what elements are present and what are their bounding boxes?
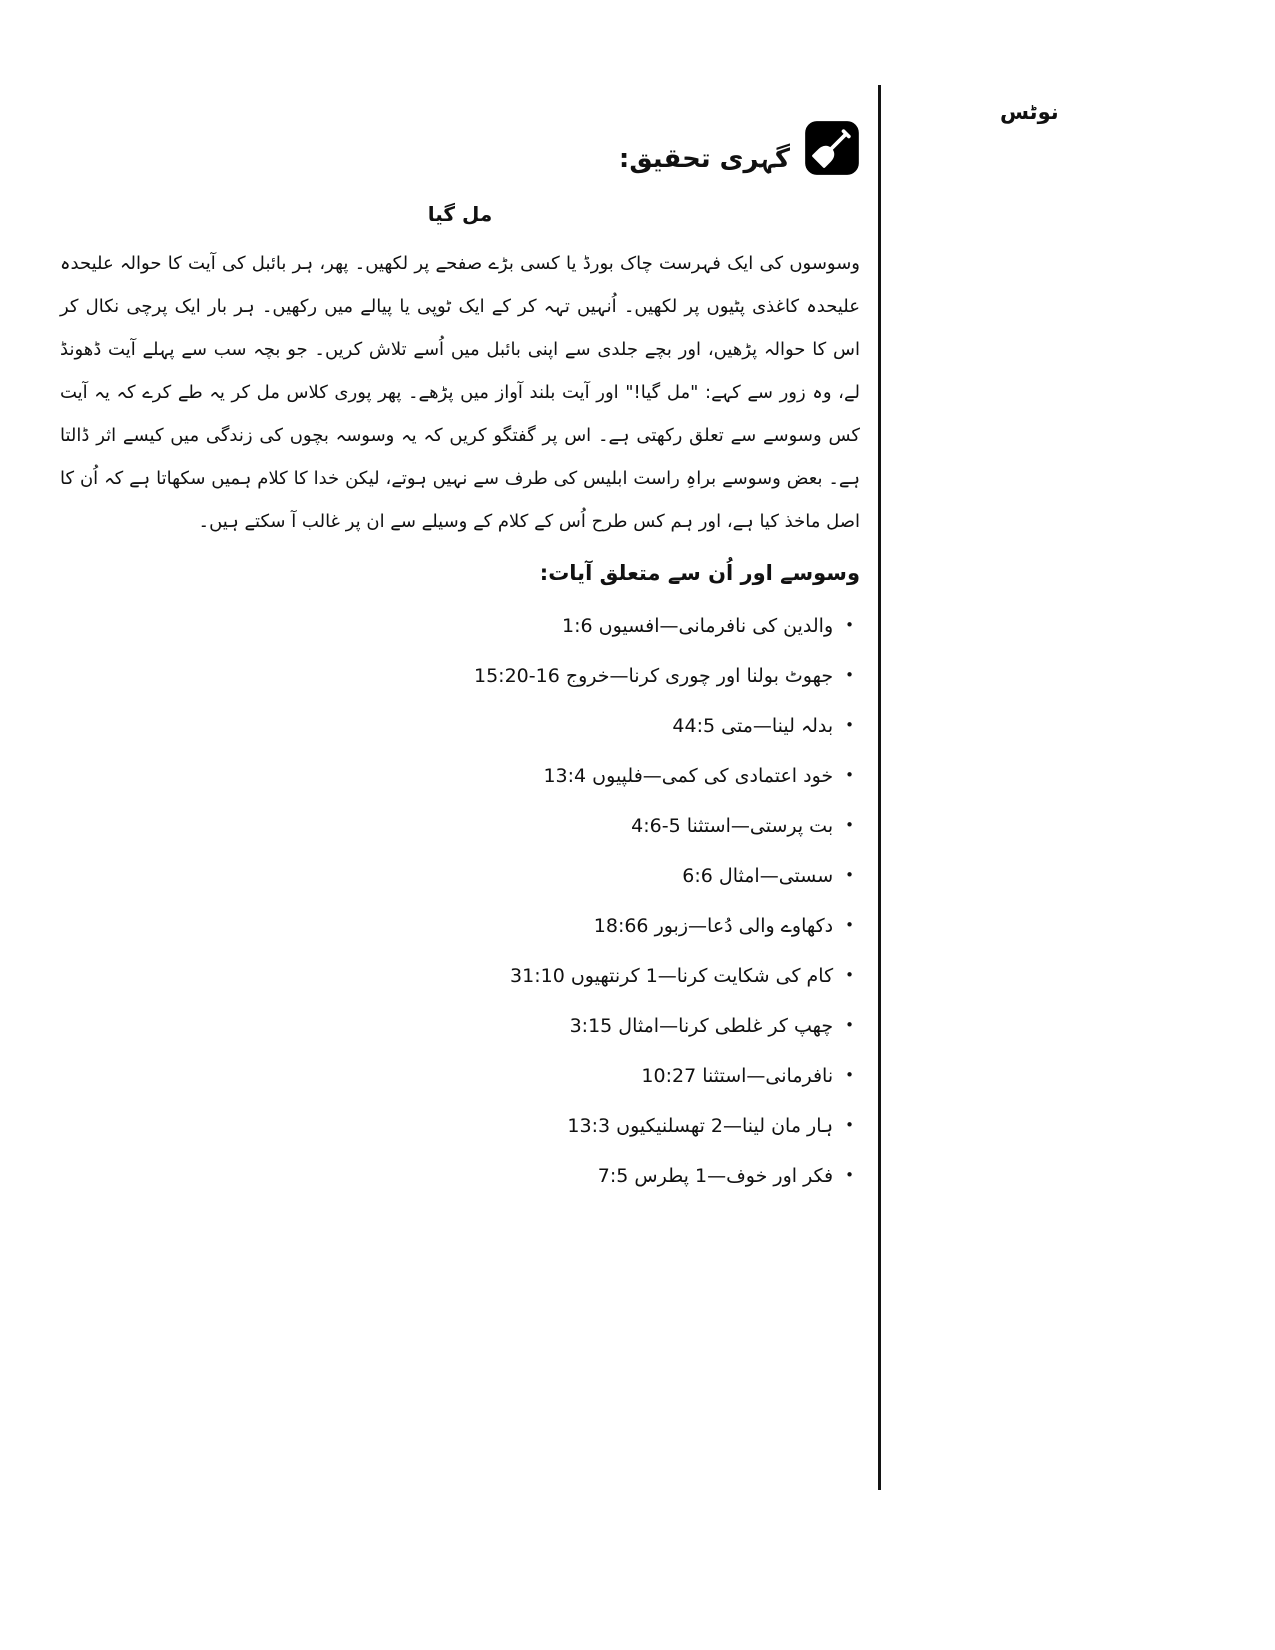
list-item-text: چھپ کر غلطی کرنا—امثال 3:15	[569, 1015, 834, 1037]
list-item	[60, 1011, 854, 1040]
list-item	[60, 811, 854, 840]
bullet-icon: •	[845, 916, 854, 934]
list-item	[60, 661, 854, 690]
list-item	[60, 761, 854, 790]
section-title: گہری تحقیق:	[618, 144, 790, 174]
bullet-icon: •	[845, 966, 854, 984]
section-header	[60, 112, 860, 176]
list-item-text: نافرمانی—استثنا 10:27	[641, 1065, 834, 1087]
list-item	[60, 611, 854, 640]
list-item-text: کام کی شکایت کرنا—1 کرنتھیوں 31:10	[510, 965, 834, 987]
list-item-text: والدین کی نافرمانی—افسیوں 1:6	[562, 615, 834, 637]
list-item-text: بت پرستی—استثنا 5-4:6	[631, 815, 834, 837]
bullet-icon: •	[845, 666, 854, 684]
bullet-icon: •	[845, 766, 854, 784]
verse-list	[60, 611, 854, 1190]
bullet-icon: •	[845, 1166, 854, 1184]
notes-column-divider	[878, 85, 881, 1490]
list-item	[60, 1061, 854, 1090]
notes-column-label: نوٹس	[1000, 100, 1059, 124]
main-content	[60, 112, 860, 1211]
list-item	[60, 911, 854, 940]
list-item	[60, 711, 854, 740]
bullet-icon: •	[845, 1116, 854, 1134]
list-item-text: خود اعتمادی کی کمی—فلپیوں 13:4	[543, 765, 834, 787]
list-item	[60, 961, 854, 990]
bullet-icon: •	[845, 816, 854, 834]
list-item-text: فکر اور خوف—1 پطرس 7:5	[597, 1165, 834, 1187]
activity-title: مل گیا	[427, 202, 493, 226]
bullet-icon: •	[845, 616, 854, 634]
list-item	[60, 861, 854, 890]
verse-list-heading: وسوسے اور اُن سے متعلق آیات:	[539, 561, 860, 585]
instructions-paragraph: وسوسوں کی ایک فہرست چاک بورڈ یا کسی بڑے صفحے پر لکھیں۔ پھر، ہر بائبل کی آیت کا حوالہ علیحدہ علیحدہ کاغذی پٹیوں پر لکھیں۔ اُنہیں تہہ کر کے ایک ٹوپی یا پیالے میں رکھیں۔ ہر بار ایک پرچی نکال کر اس کا حوالہ پڑھیں، اور بچے جلدی سے اپنی بائبل میں اُسے تلاش کریں۔ جو بچہ سب سے پہلے آیت ڈھونڈ لے، وہ زور سے کہے: "مل گیا!" اور آیت بلند آواز میں پڑھے۔ پھر پوری کلاس مل کر یہ طے کرے کہ یہ آیت کس وسوسے سے تعلق رکھتی ہے۔ اس پر گفتگو کریں کہ یہ وسوسہ بچوں کی زندگی میں کیسے اثر ڈالتا ہے۔ بعض وسوسے براہِ راست ابلیس کی طرف سے نہیں ہوتے، لیکن خدا کا کلام ہمیں سکھاتا ہے کہ اُن کا اصل ماخذ کیا ہے، اور ہم کس طرح اُس کے کلام کے وسیلے سے ان پر غالب آ سکتے ہیں۔	[60, 253, 860, 532]
list-item	[60, 1111, 854, 1140]
list-item-text: ہار مان لینا—2 تھسلنیکیوں 13:3	[567, 1115, 834, 1137]
bullet-icon: •	[845, 1016, 854, 1034]
list-item-text: دکھاوے والی دُعا—زبور 18:66	[593, 915, 834, 937]
shovel-icon	[804, 120, 860, 176]
list-item-text: جھوٹ بولنا اور چوری کرنا—خروج 16-15:20	[473, 665, 834, 687]
bullet-icon: •	[845, 866, 854, 884]
list-item	[60, 1161, 854, 1190]
bullet-icon: •	[845, 716, 854, 734]
bullet-icon: •	[845, 1066, 854, 1084]
list-item-text: سستی—امثال 6:6	[682, 865, 834, 887]
list-item-text: بدلہ لینا—متی 44:5	[672, 715, 834, 737]
